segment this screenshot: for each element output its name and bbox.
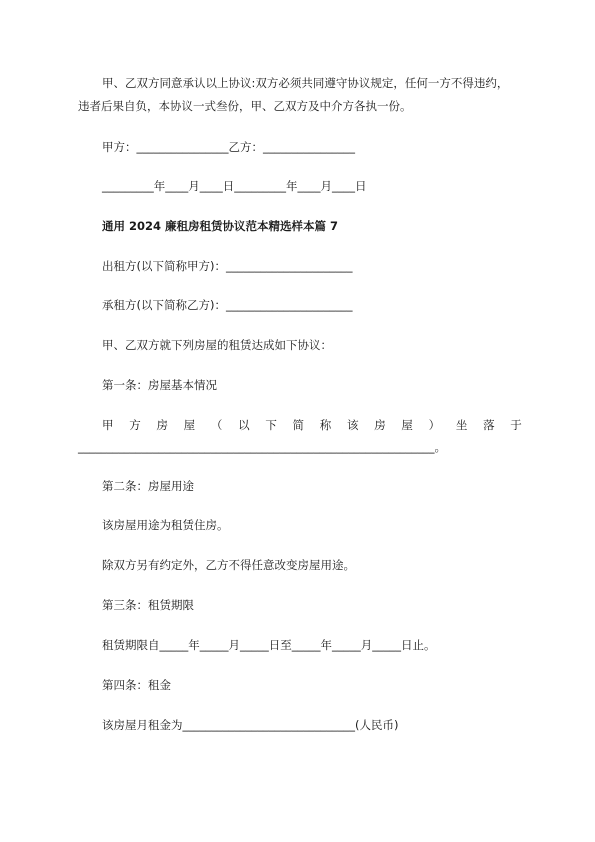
article-1-char: 甲 xyxy=(102,418,114,432)
article-1-char: 房 xyxy=(156,418,168,432)
section-title: 通用 2024 廉租房租赁协议范本精选样本篇 7 xyxy=(102,219,339,233)
article-1-char: 落 xyxy=(483,418,495,432)
article-1-char: 屋 xyxy=(401,418,413,432)
article-2-title: 第二条：房屋用途 xyxy=(102,479,194,493)
article-1-char: 下 xyxy=(265,418,277,432)
article-1-char: 以 xyxy=(238,418,250,432)
lessor-field: 出租方(以下简称甲方)：______________________ xyxy=(102,259,353,273)
article-1-char: ） xyxy=(428,418,441,432)
article-1-char: 方 xyxy=(129,418,141,432)
article-3-term: 租赁期限自_____年_____月_____日至_____年_____月_____日止。 xyxy=(102,638,436,652)
signature-line: 甲方：________________乙方：________________ xyxy=(102,140,355,154)
agreement-intro: 甲、乙双方就下列房屋的租赁达成如下协议： xyxy=(102,338,332,352)
article-4-title: 第四条：租金 xyxy=(102,678,171,692)
article-1-char: 于 xyxy=(510,418,522,432)
article-1-char: 称 xyxy=(319,418,332,432)
article-2-usage: 该房屋用途为租赁住房。 xyxy=(102,518,229,532)
lessee-field: 承租方(以下简称乙方)：______________________ xyxy=(102,298,353,312)
date-line: _________年____月____日_________年____月____日 xyxy=(102,179,367,193)
article-1-property-location xyxy=(102,417,522,433)
article-1-char: 房 xyxy=(374,418,386,432)
article-1-blank-line: ______________________________________________________________。 xyxy=(78,440,446,454)
article-1-title: 第一条：房屋基本情况 xyxy=(102,378,217,392)
article-1-char: 简 xyxy=(292,418,305,432)
article-3-title: 第三条：租赁期限 xyxy=(102,598,194,612)
article-4-rent: 该房屋月租金为______________________________(人民币) xyxy=(102,718,399,732)
paragraph-agreement-acceptance-cont: 违者后果自负，本协议一式叁份，甲、乙双方及中介方各执一份。 xyxy=(78,99,412,113)
paragraph-agreement-acceptance: 甲、乙双方同意承认以上协议:双方必须共同遵守协议规定，任何一方不得违约， xyxy=(102,76,509,90)
article-1-char: 屋 xyxy=(183,418,196,432)
article-2-restriction: 除双方另有约定外，乙方不得任意改变房屋用途。 xyxy=(102,558,355,572)
article-1-char: （ xyxy=(210,418,223,432)
article-1-char: 该 xyxy=(346,418,359,432)
article-1-char: 坐 xyxy=(455,418,468,432)
